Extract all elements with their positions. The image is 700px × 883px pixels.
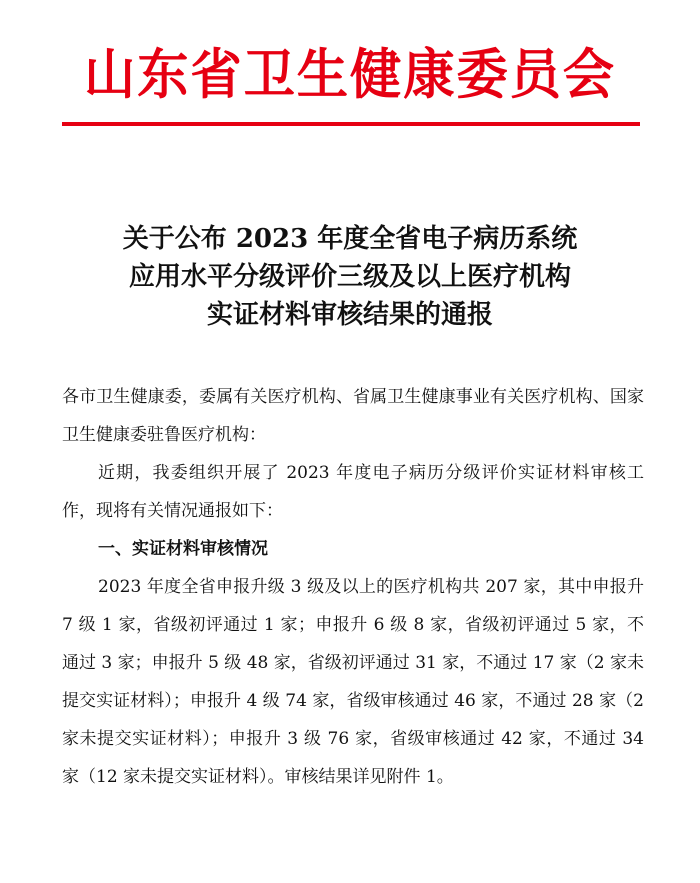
document-title	[60, 220, 640, 334]
section-1-heading: 一、实证材料审核情况	[98, 539, 268, 559]
section-1-paragraph: 2023 年度全省申报升级 3 级及以上的医疗机构共 207 家，其中申报升 7 级 1 家，省级初评通过 1 家；申报升 6 级 8 家，省级初评通过 5 家，不通过 3 家；申报升 5 级 48 家，省级初评通过 31 家，不通过 17 家（2 家未提交实证材料）；申报升 4 级 74 家，省级审核通过 46 家，不通过 28 家（2 家未提交实证材料）；申报升 3 级 76 家，省级审核通过 42 家，不通过 34 家（12 家未提交实证材料）。审核结果详见附件 1。	[62, 577, 644, 787]
issuing-authority-header: 山东省卫生健康委员会	[84, 43, 616, 106]
intro-paragraph: 近期，我委组织开展了 2023 年度电子病历分级评价实证材料审核工作，现将有关情况通报如下：	[62, 463, 644, 521]
title-line-1: 关于公布 2023 年度全省电子病历系统	[122, 224, 578, 254]
title-line-2: 应用水平分级评价三级及以上医疗机构	[128, 262, 571, 292]
red-header-divider	[62, 122, 640, 126]
document-body	[62, 378, 644, 796]
recipients-paragraph: 各市卫生健康委，委属有关医疗机构、省属卫生健康事业有关医疗机构、国家卫生健康委驻鲁医疗机构：	[62, 387, 644, 445]
title-line-3: 实证材料审核结果的通报	[206, 300, 493, 330]
